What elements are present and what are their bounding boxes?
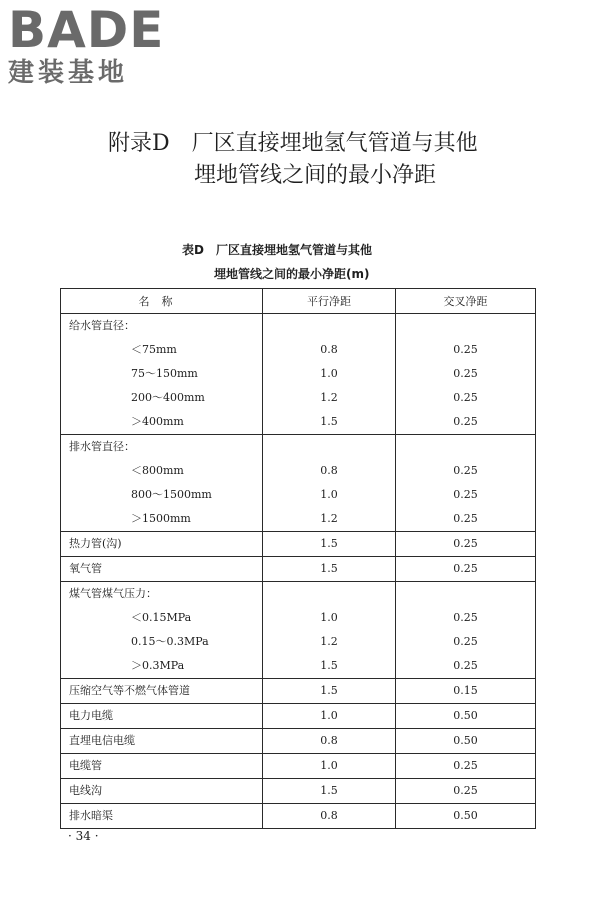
table-group	[61, 582, 535, 679]
row-parallel-value: 1.5	[320, 537, 338, 550]
blank-cell	[263, 435, 395, 459]
table-group	[61, 729, 535, 754]
group-parallel-cell	[263, 779, 396, 803]
row-parallel-value: 1.2	[320, 391, 338, 404]
row-name: 直埋电信电缆	[69, 734, 135, 747]
group-name-cell	[61, 314, 263, 434]
row-name: 排水暗渠	[69, 809, 113, 822]
appendix-title-line1: 附录D 厂区直接埋地氢气管道与其他	[108, 131, 478, 156]
row-cross-value: 0.25	[453, 488, 478, 501]
group-name-cell	[61, 679, 263, 703]
group-name-cell	[61, 729, 263, 753]
table-group	[61, 779, 535, 804]
group-parallel-cell	[263, 704, 396, 728]
group-label: 煤气管煤气压力：	[69, 587, 157, 600]
header-cross: 交叉净距	[443, 295, 488, 308]
row-cross-value: 0.25	[453, 391, 478, 404]
row-parallel-value: 0.8	[320, 734, 338, 747]
group-cross-cell	[396, 435, 535, 531]
row-parallel-value: 1.5	[320, 562, 338, 575]
row-cross-value: 0.25	[453, 562, 478, 575]
row-parallel-value: 1.2	[320, 635, 338, 648]
row-cross-value: 0.25	[453, 635, 478, 648]
row-cross-value: 0.50	[453, 709, 478, 722]
row-parallel-value: 1.5	[320, 684, 338, 697]
logo	[8, 1, 165, 88]
clearance-table	[60, 288, 536, 829]
appendix-title	[0, 128, 600, 192]
group-parallel-cell	[263, 314, 396, 434]
header-parallel: 平行净距	[263, 289, 396, 313]
row-cross-value: 0.25	[453, 537, 478, 550]
row-parallel-value: 0.8	[320, 343, 338, 356]
group-cross-cell	[396, 557, 535, 581]
group-parallel-cell	[263, 804, 396, 828]
page-number: · 34 ·	[68, 829, 99, 843]
row-cross-value: 0.15	[453, 684, 478, 697]
row-name: 电缆管	[69, 759, 102, 772]
blank-cell	[263, 314, 395, 338]
blank-cell	[396, 314, 535, 338]
group-name-cell	[61, 532, 263, 556]
group-parallel-cell	[263, 754, 396, 778]
row-name: 热力管(沟)	[69, 537, 122, 550]
row-name: 氧气管	[69, 562, 102, 575]
group-cross-cell	[396, 804, 535, 828]
header-name: 名称	[61, 289, 263, 313]
blank-cell	[396, 582, 535, 606]
group-parallel-cell	[263, 582, 396, 678]
row-name: ＞1500mm	[131, 512, 191, 525]
row-parallel-value: 1.0	[320, 709, 338, 722]
row-cross-value: 0.25	[453, 464, 478, 477]
table-group	[61, 704, 535, 729]
row-cross-value: 0.25	[453, 611, 478, 624]
group-parallel-cell	[263, 729, 396, 753]
table-group	[61, 435, 535, 532]
row-name: ＜75mm	[131, 343, 177, 356]
group-name-cell	[61, 779, 263, 803]
group-parallel-cell	[263, 532, 396, 556]
row-cross-value: 0.50	[453, 734, 478, 747]
table-group	[61, 557, 535, 582]
group-name-cell	[61, 754, 263, 778]
group-cross-cell	[396, 679, 535, 703]
group-parallel-cell	[263, 557, 396, 581]
table-caption-line1: 表D 厂区直接埋地氢气管道与其他	[182, 243, 372, 257]
table-caption	[0, 238, 600, 286]
row-name: 75～150mm	[131, 367, 198, 380]
row-parallel-value: 1.0	[320, 367, 338, 380]
table-group	[61, 314, 535, 435]
logo-subtitle: 建装基地	[8, 58, 129, 88]
group-cross-cell	[396, 729, 535, 753]
row-cross-value: 0.25	[453, 784, 478, 797]
blank-cell	[263, 582, 395, 606]
row-name: ＜0.15MPa	[131, 611, 192, 624]
table-group	[61, 754, 535, 779]
table-group	[61, 679, 535, 704]
group-parallel-cell	[263, 679, 396, 703]
table-caption-line2: 埋地管线之间的最小净距(m)	[214, 267, 370, 281]
appendix-title-line2: 埋地管线之间的最小净距	[194, 163, 437, 188]
group-name-cell	[61, 435, 263, 531]
group-label: 排水管直径：	[69, 440, 135, 453]
row-parallel-value: 0.8	[320, 809, 338, 822]
blank-cell	[396, 435, 535, 459]
group-cross-cell	[396, 704, 535, 728]
table-header-row	[61, 289, 535, 314]
group-name-cell	[61, 557, 263, 581]
row-name: ＞400mm	[131, 415, 184, 428]
row-name: 电线沟	[69, 784, 102, 797]
row-parallel-value: 0.8	[320, 464, 338, 477]
row-cross-value: 0.25	[453, 343, 478, 356]
group-cross-cell	[396, 754, 535, 778]
row-cross-value: 0.25	[453, 512, 478, 525]
group-label: 给水管直径：	[69, 319, 135, 332]
group-parallel-cell	[263, 435, 396, 531]
row-name: 0.15～0.3MPa	[131, 635, 209, 648]
row-parallel-value: 1.0	[320, 488, 338, 501]
row-name: ＞0.3MPa	[131, 659, 185, 672]
row-parallel-value: 1.0	[320, 759, 338, 772]
logo-wordmark: BADE	[8, 1, 165, 59]
row-cross-value: 0.25	[453, 759, 478, 772]
row-name: 200～400mm	[131, 391, 205, 404]
row-parallel-value: 1.2	[320, 512, 338, 525]
row-name: ＜800mm	[131, 464, 184, 477]
row-cross-value: 0.25	[453, 367, 478, 380]
row-cross-value: 0.50	[453, 809, 478, 822]
table-group	[61, 804, 535, 828]
row-name: 800～1500mm	[131, 488, 212, 501]
row-name: 电力电缆	[69, 709, 113, 722]
row-parallel-value: 1.0	[320, 611, 338, 624]
table-group	[61, 532, 535, 557]
group-cross-cell	[396, 582, 535, 678]
group-name-cell	[61, 804, 263, 828]
group-cross-cell	[396, 779, 535, 803]
row-cross-value: 0.25	[453, 415, 478, 428]
row-cross-value: 0.25	[453, 659, 478, 672]
row-parallel-value: 1.5	[320, 415, 338, 428]
group-name-cell	[61, 582, 263, 678]
row-name: 压缩空气等不燃气体管道	[69, 684, 190, 697]
group-cross-cell	[396, 314, 535, 434]
row-parallel-value: 1.5	[320, 659, 338, 672]
group-name-cell	[61, 704, 263, 728]
row-parallel-value: 1.5	[320, 784, 338, 797]
group-cross-cell	[396, 532, 535, 556]
